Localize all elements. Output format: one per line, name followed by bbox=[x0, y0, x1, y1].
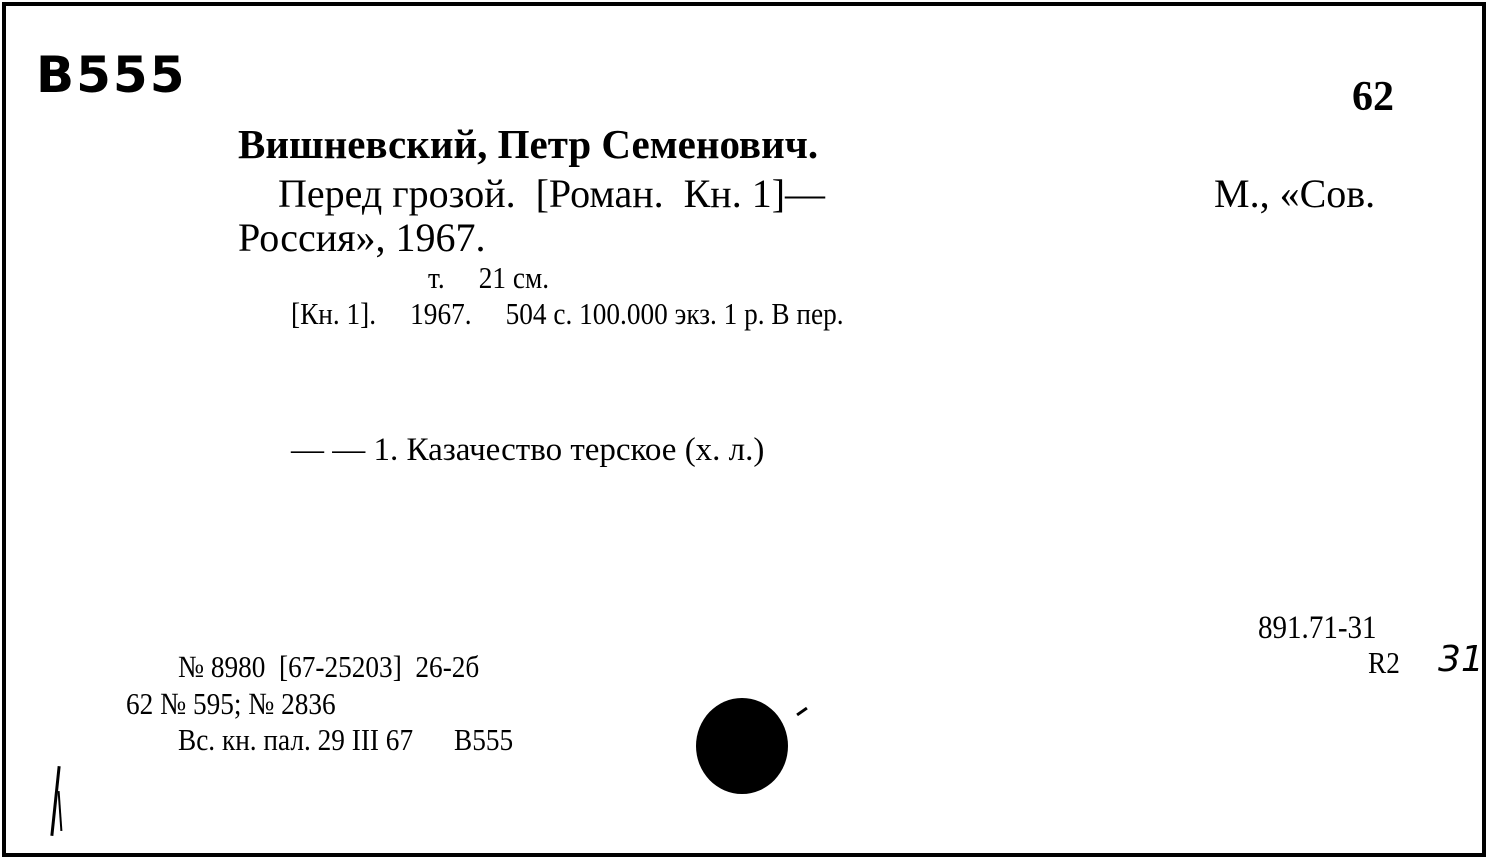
title-line-2: Россия», 1967. bbox=[238, 215, 486, 260]
classification-number: 891.71-31 bbox=[1258, 610, 1377, 646]
subject-heading: — — 1. Казачество терское (х. л.) bbox=[291, 432, 765, 468]
volumes-dimensions: т. 21 см. bbox=[428, 260, 550, 295]
record-line-62: 62 № 595; № 2836 bbox=[126, 686, 336, 721]
record-number: № 8980 [67-25203] 26-2б bbox=[178, 649, 480, 684]
card-number: 62 bbox=[1352, 74, 1394, 120]
title-line-1: Перед грозой. [Роман. Кн. 1]— bbox=[278, 171, 826, 216]
imprint-right: М., «Сов. bbox=[1214, 171, 1376, 216]
handwritten-code: 31 bbox=[1438, 639, 1484, 680]
pencil-stroke-mark-2 bbox=[58, 791, 63, 831]
book-chamber-line: Вс. кн. пал. 29 III 67 B555 bbox=[178, 722, 514, 757]
author-heading: Вишневский, Петр Семенович. bbox=[238, 121, 819, 167]
pencil-tick-mark bbox=[796, 707, 808, 716]
volume-entry: [Кн. 1]. 1967. 504 с. 100.000 экз. 1 р. В пер. bbox=[291, 296, 844, 331]
catalog-card bbox=[2, 2, 1486, 857]
handwritten-shelfmark: B555 bbox=[36, 46, 187, 104]
classification-code: R2 bbox=[1368, 645, 1400, 680]
punch-hole bbox=[696, 698, 788, 794]
